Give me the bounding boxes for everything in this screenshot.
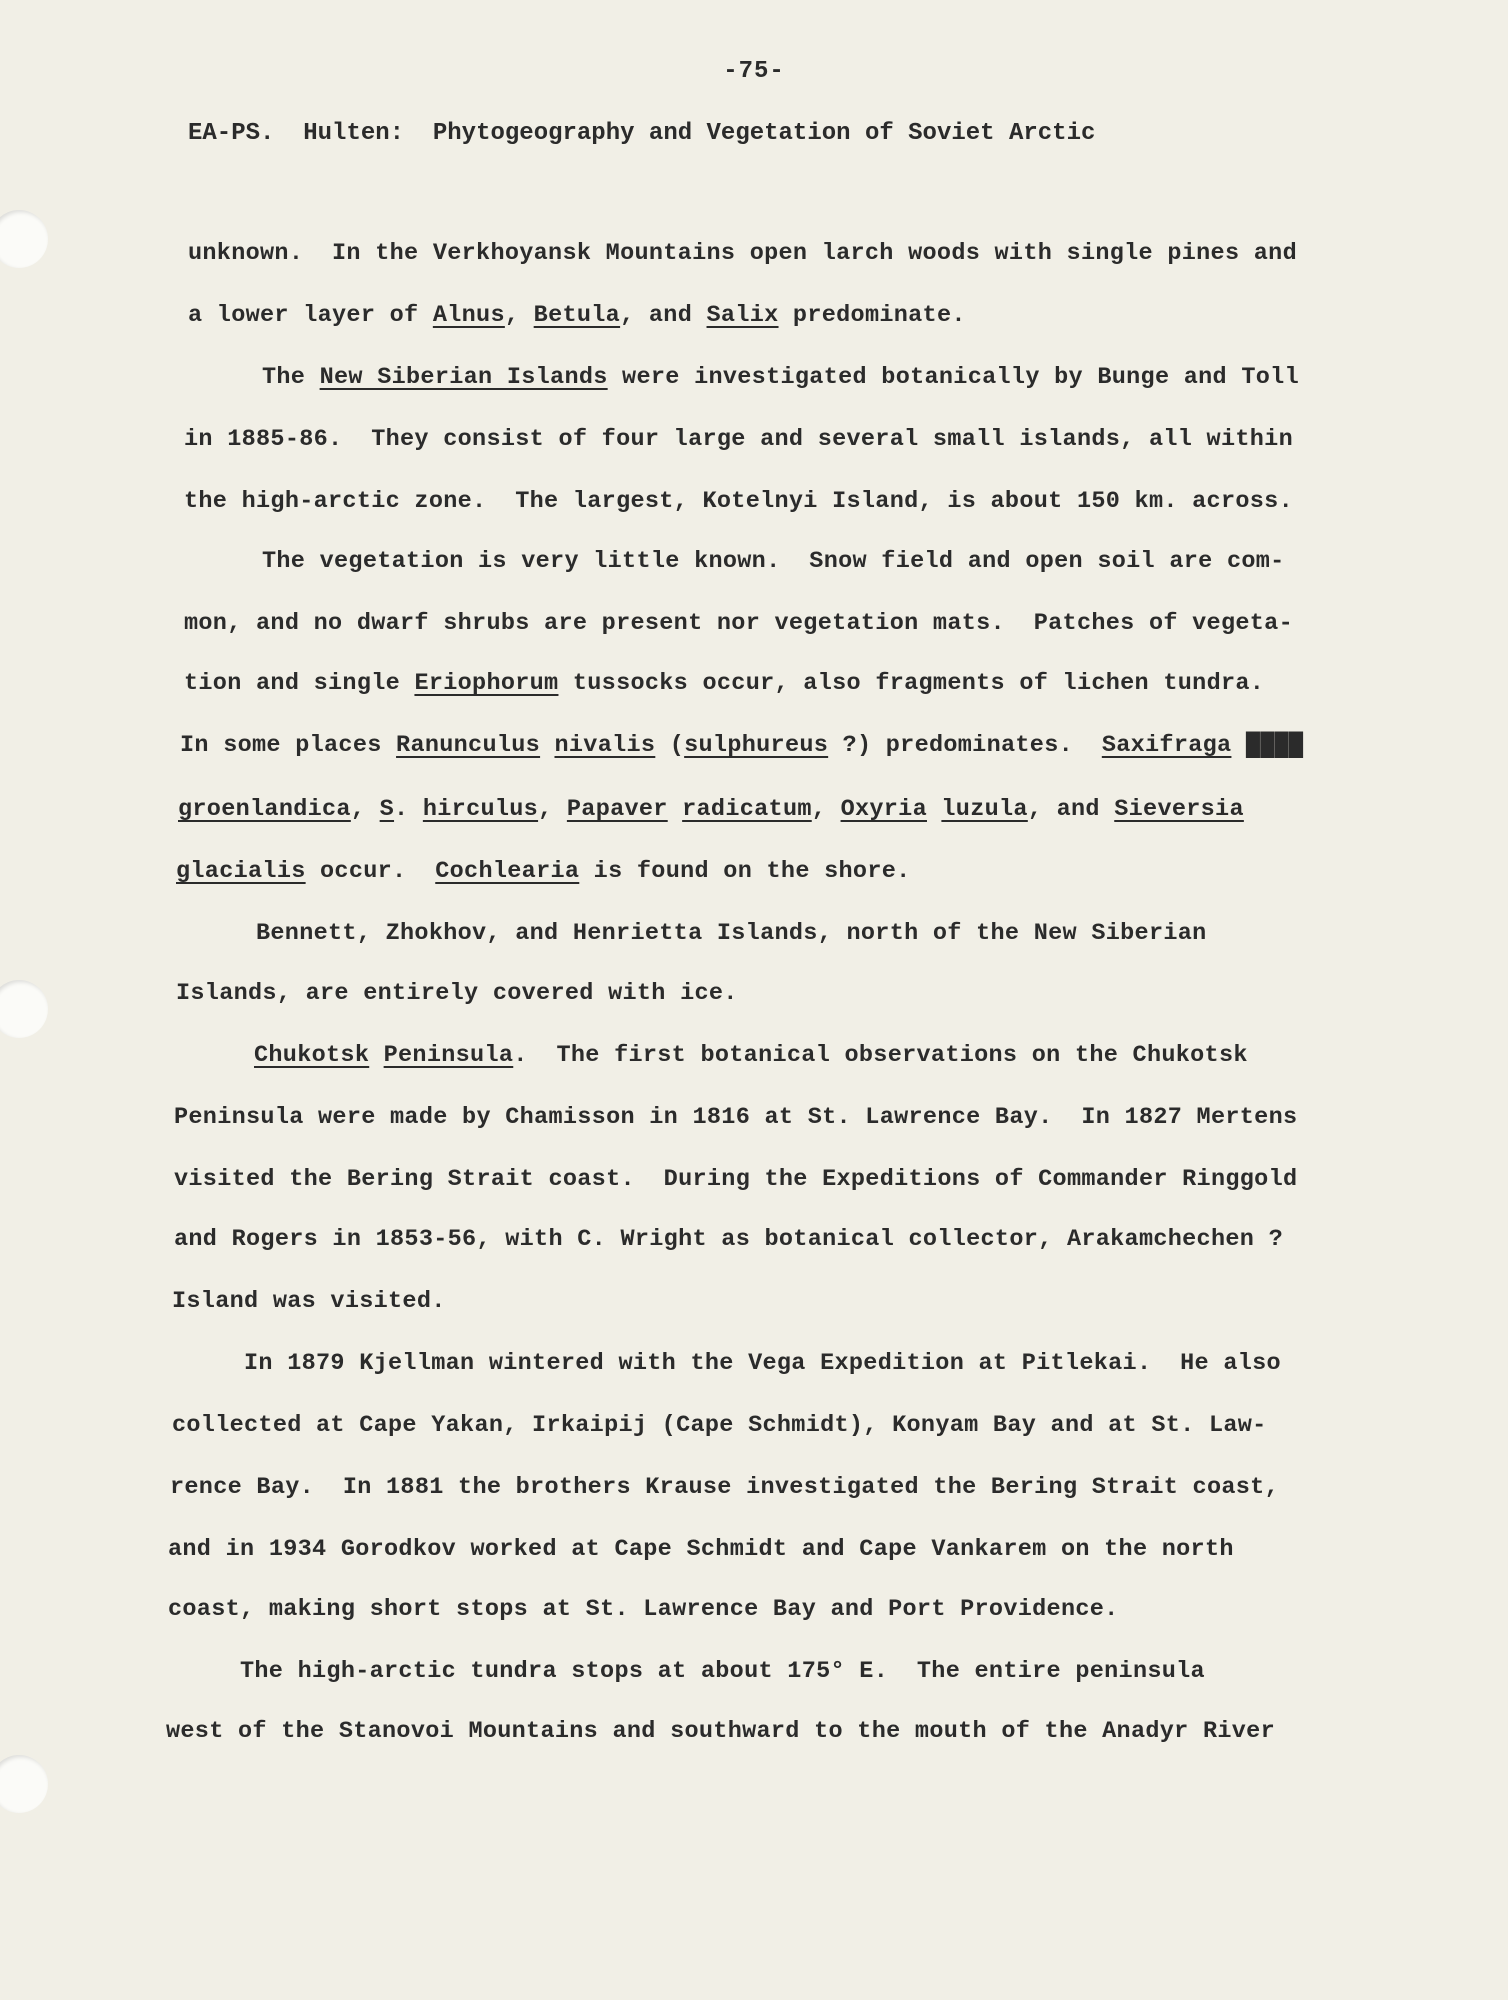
text-run: tion and single — [184, 670, 415, 697]
text-run — [540, 732, 554, 759]
text-line — [180, 732, 1303, 759]
text-line: visited the Bering Strait coast. During the Expeditions of Commander Ringgold — [174, 1166, 1298, 1193]
underlined-term: Betula — [533, 302, 621, 329]
text-run: In some places — [180, 732, 397, 759]
text-run: ( — [655, 732, 685, 759]
underlined-term: radicatum — [682, 796, 812, 823]
text-run: , — [538, 796, 567, 823]
text-line: The high-arctic tundra stops at about 175° E. The entire peninsula — [240, 1658, 1205, 1685]
document-header — [188, 120, 1095, 147]
text-line: mon, and no dwarf shrubs are present nor vegetation mats. Patches of vegeta- — [184, 610, 1293, 637]
text-line: the high-arctic zone. The largest, Kotelnyi Island, is about 150 km. across. — [184, 488, 1293, 515]
underlined-term: Chukotsk — [254, 1042, 370, 1069]
text-run: , and — [1027, 796, 1115, 823]
header-author: Hulten: — [303, 120, 405, 147]
text-run: , — [811, 796, 841, 823]
underlined-term: S — [379, 796, 395, 823]
underlined-term: Saxifraga — [1101, 732, 1232, 759]
text-line: in 1885-86. They consist of four large and several small islands, all within — [184, 426, 1293, 453]
text-line: Bennett, Zhokhov, and Henrietta Islands, north of the New Siberian — [256, 920, 1207, 947]
text-line — [188, 302, 966, 329]
underlined-term: New Siberian Islands — [319, 364, 608, 391]
text-run: The — [262, 364, 320, 391]
binder-hole — [0, 210, 48, 268]
text-line: Island was visited. — [172, 1288, 446, 1315]
underlined-term: Cochlearia — [435, 858, 580, 885]
underlined-term: groenlandica — [178, 796, 351, 823]
text-run — [927, 796, 941, 823]
underlined-term: nivalis — [554, 732, 656, 759]
text-run: . — [394, 796, 423, 823]
text-line: The vegetation is very little known. Snow field and open soil are com- — [262, 548, 1285, 575]
underlined-term: Alnus — [432, 302, 505, 329]
text-run: ?) predominates. — [828, 732, 1102, 759]
text-line: and Rogers in 1853-56, with C. Wright as botanical collector, Arakamchechen ? — [174, 1226, 1283, 1253]
text-run — [668, 796, 682, 823]
text-run: . The first botanical observations on the Chukotsk — [513, 1042, 1248, 1069]
underlined-term: ████ — [1245, 732, 1304, 759]
underlined-term: Ranunculus — [396, 732, 541, 759]
underlined-term: Eriophorum — [414, 670, 559, 697]
text-run — [1231, 732, 1245, 759]
binder-hole — [0, 980, 48, 1038]
text-run: occur. — [305, 858, 436, 885]
underlined-term: Peninsula — [383, 1042, 514, 1069]
text-run: , — [350, 796, 380, 823]
text-run: tussocks occur, also fragments of lichen tundra. — [558, 670, 1265, 697]
text-line — [178, 796, 1244, 823]
text-line: unknown. In the Verkhoyansk Mountains open larch woods with single pines and — [188, 240, 1297, 267]
header-title: Phytogeography and Vegetation of Soviet Arctic — [432, 120, 1096, 147]
text-line: and in 1934 Gorodkov worked at Cape Schmidt and Cape Vankarem on the north — [168, 1536, 1234, 1563]
header-code: EA-PS. — [188, 120, 275, 147]
text-line: In 1879 Kjellman wintered with the Vega Expedition at Pitlekai. He also — [244, 1350, 1281, 1377]
text-run: , — [504, 302, 534, 329]
text-run: is found on the shore. — [579, 858, 911, 885]
underlined-term: Salix — [706, 302, 779, 329]
underlined-term: Sieversia — [1114, 796, 1244, 823]
underlined-term: hirculus — [422, 796, 539, 823]
text-line — [176, 858, 911, 885]
underlined-term: Papaver — [566, 796, 668, 823]
text-line: Islands, are entirely covered with ice. — [176, 980, 738, 1007]
text-run: a lower layer of — [188, 302, 433, 329]
text-line: collected at Cape Yakan, Irkaipij (Cape Schmidt), Konyam Bay and at St. Law- — [172, 1412, 1267, 1439]
text-run: were investigated botanically by Bunge and Toll — [607, 364, 1299, 391]
underlined-term: luzula — [941, 796, 1028, 823]
text-run: , and — [620, 302, 707, 329]
text-line: Peninsula were made by Chamisson in 1816 at St. Lawrence Bay. In 1827 Mertens — [174, 1104, 1298, 1131]
text-run: predominate. — [778, 302, 966, 329]
text-line — [184, 670, 1264, 697]
underlined-term: glacialis — [176, 858, 306, 885]
binder-hole — [0, 1755, 48, 1813]
text-run — [369, 1042, 383, 1069]
text-line — [262, 364, 1299, 391]
page-number: -75- — [723, 58, 785, 85]
text-line: rence Bay. In 1881 the brothers Krause investigated the Bering Strait coast, — [170, 1474, 1279, 1501]
text-line: west of the Stanovoi Mountains and southward to the mouth of the Anadyr River — [166, 1718, 1275, 1745]
underlined-term: sulphureus — [684, 732, 829, 759]
underlined-term: Oxyria — [840, 796, 927, 823]
text-line — [254, 1042, 1248, 1069]
text-line: coast, making short stops at St. Lawrence Bay and Port Providence. — [168, 1596, 1119, 1623]
